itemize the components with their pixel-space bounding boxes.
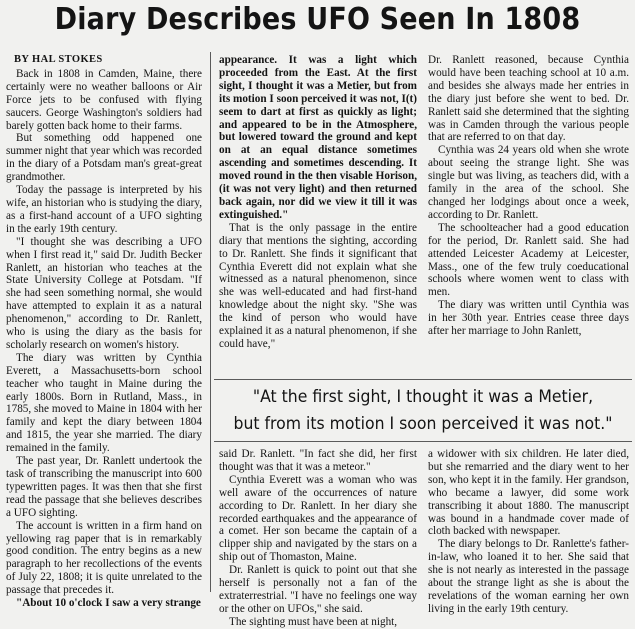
paragraph: Today the passage is interpreted by his wife, an historian who is studying the diary, as a first-hand account of a UFO sighting in the early 19th century. bbox=[6, 184, 202, 235]
pull-quote bbox=[214, 383, 632, 439]
paragraph: The diary belongs to Dr. Ranlette's father-in-law, who loaned it to her. She said that she is not nearly as interested in the passage about the strange light as she is about the revelations of the woman earning her own living in the early 19th century. bbox=[428, 538, 629, 615]
pull-quote-line: "At the first sight, I thought it was a Metier, bbox=[252, 387, 594, 406]
paragraph: But something odd happened one summer night that year which was recorded in the diary of a Potsdam man's great-great grandmother. bbox=[6, 132, 202, 184]
paragraph: The schoolteacher had a good education for the period, Dr. Ranlett said. She had attended Leicester Academy at Leicester, Mass., one of the few truly coeducational schools where women went to class with men. bbox=[428, 221, 629, 299]
paragraph: "I thought she was describing a UFO when I first read it," said Dr. Judith Becker Ranlett, an historian who teaches at the State University College at Potsdam. "If she had seen something normal, she would have attempted to explain it as a natural phenomenon," according to Dr. Ranlett, who is using the diary as the basis for scholarly research on women's history. bbox=[6, 235, 202, 351]
paragraph: The account is written in a firm hand on yellowing rag paper that is in remarkably good condition. The entry begins as a new paragraph to her recollections of the events of July 22, 1808; it is quite unrelated to the passage that precedes it. bbox=[6, 519, 202, 597]
paragraph: Back in 1808 in Camden, Maine, there certainly were no weather balloons or Air Force jets to be confused with flying saucers. George Washington's soldiers had barely gotten back home to their farms. bbox=[6, 67, 202, 132]
byline: BY HAL STOKES bbox=[14, 54, 103, 65]
pullquote-rule-bottom bbox=[214, 441, 632, 442]
article-column-4 bbox=[219, 448, 417, 628]
headline: Diary Describes UFO Seen In 1808 bbox=[54, 2, 581, 37]
paragraph: The past year, Dr. Ranlett undertook the task of transcribing the manuscript into 600 typewritten pages. It was then that she first read the passage that she believes describes a UFO sighting. bbox=[6, 455, 202, 519]
paragraph: Dr. Ranlett is quick to point out that she herself is personally not a fan of the extraterrestrial. "I have no feelings one way or the other on UFOs," she said. bbox=[219, 564, 417, 615]
paragraph: The sighting must have been at night, bbox=[229, 615, 398, 628]
paragraph: Dr. Ranlett reasoned, because Cynthia would have been teaching school at 10 a.m. and besides she always made her entries in the diary just before she went to bed. Dr. Ranlett said she determined that the sighting was in Camden through the various people that are referred to on that day. bbox=[428, 54, 629, 144]
article-column-1 bbox=[6, 54, 202, 610]
paragraph: Cynthia was 24 years old when she wrote about seeing the strange light. She was single but was living, as teachers did, with a family in the area of the school. She changed her lodgings about once a week, according to Dr. Ranlett. bbox=[428, 144, 629, 221]
article-column-3 bbox=[428, 54, 629, 373]
paragraph: Cynthia Everett was a woman who was well aware of the occurrences of nature according to Dr. Ranlett. In her diary she recorded earthquakes and the appearance of a comet. Her son became the captain of a clipper ship and navigated by the stars on a ship out of Thomaston, Maine. bbox=[219, 473, 417, 564]
paragraph: a widower with six children. He later died, but she remarried and the diary went to her son, who kept it in the family. Her grandson, who became a lawyer, did some work transcribing it about 1880. The manuscript was bound in a handmade cover made of cloth backed with newspaper. bbox=[428, 448, 629, 538]
article-column-5 bbox=[428, 448, 629, 615]
column-rule bbox=[210, 52, 211, 592]
paragraph: That is the only passage in the entire diary that mentions the sighting, according to Dr. Ranlett. She finds it significant that Cynthia Everett did not explain what she witnessed as a natural phenomenon, since she was well-educated and had first-hand knowledge about the night sky. "She was the kind of person who would have explained it as a natural phenomenon, if she could have," bbox=[219, 221, 417, 350]
pull-quote-line: but from its motion I soon perceived it was not." bbox=[233, 414, 613, 433]
article-column-2 bbox=[219, 54, 417, 373]
paragraph: said Dr. Ranlett. "In fact she did, her first thought was that it was a meteor." bbox=[219, 448, 417, 473]
paragraph: The diary was written until Cynthia was in her 30th year. Entries cease three days after her marriage to John Ranlett, bbox=[428, 299, 629, 338]
pullquote-rule-top bbox=[214, 379, 632, 380]
paragraph: "About 10 o'clock I saw a very strange bbox=[16, 597, 201, 610]
diary-quote: appearance. It was a light which proceeded from the East. At the first sight, I thought it was a Metier, but from its motion I soon perceived it was not, I(t) seem to dart at first as quickly as light; and appeared to be in the Atmosphere, but lowered toward the ground and kept on at an equal distance sometimes ascending and sometimes descending. It moved round in the then visable Horison, (it was not very light) and then returned back again, nor did we view it till it was extinguished." bbox=[219, 54, 417, 221]
paragraph: The diary was written by Cynthia Everett, a Massachusetts-born school teacher who taught in Maine during the early 1800s. Born in Rutland, Mass., in 1785, she moved to Maine in 1804 with her family and kept the diary between 1804 and 1815, the year she married. The diary remained in the family. bbox=[6, 351, 202, 455]
